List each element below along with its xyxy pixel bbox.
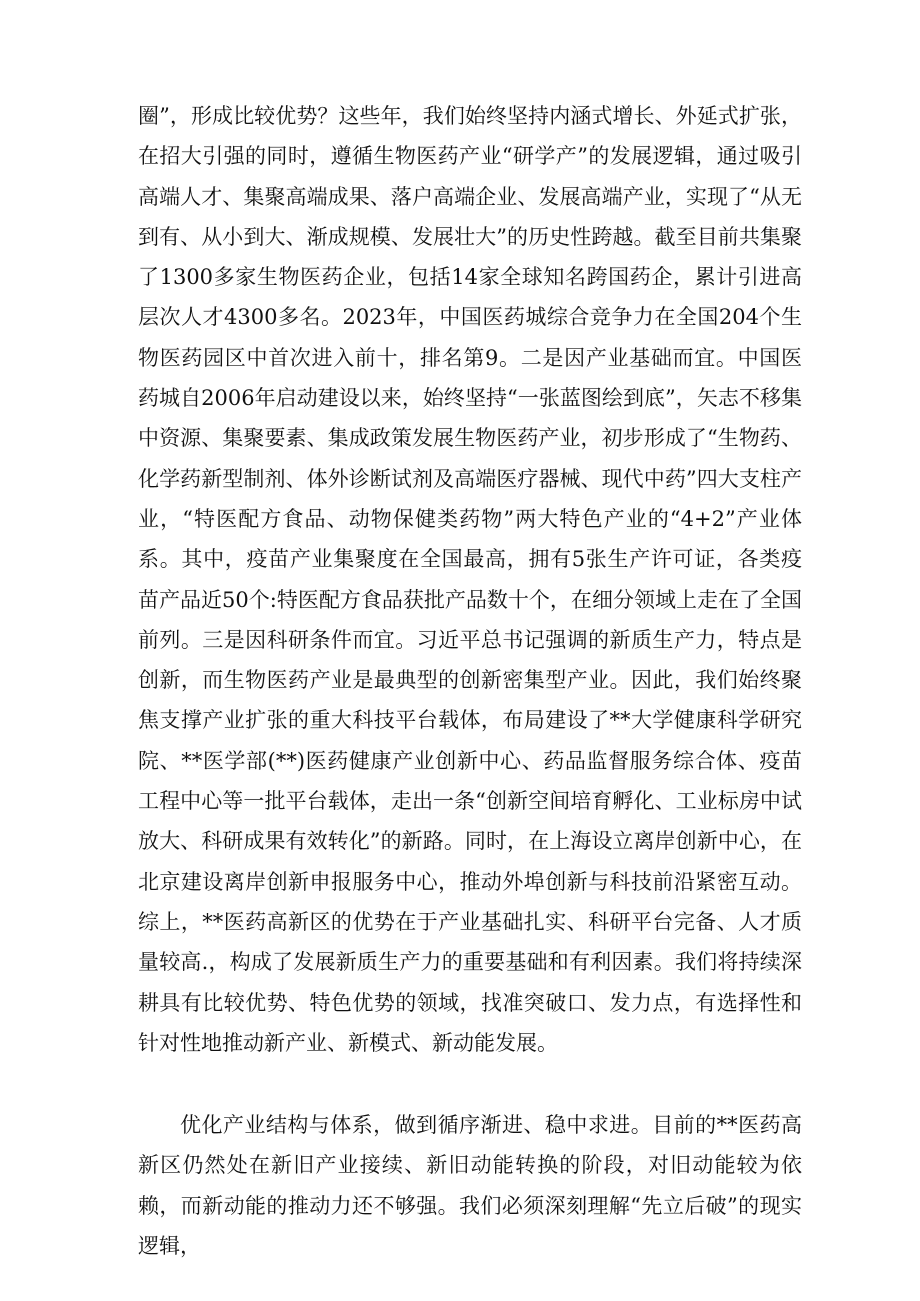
body-paragraph-2: 优化产业结构与体系，做到循序渐进、稳中求进。目前的**医药高新区仍然处在新旧产业接续、新旧动能转换的阶段，对旧动能较为依赖，而新动能的推动力还不够强。我们必须深刻理解“先立后破”的现实逻辑， [138,1113,802,1258]
body-paragraph-1: 圈”，形成比较优势？这些年，我们始终坚持内涵式增长、外延式扩张，在招大引强的同时，遵循生物医药产业“研学产”的发展逻辑，通过吸引高端人才、集聚高端成果、落户高端企业、发展高端产业，实现了“从无到有、从小到大、渐成规模、发展壮大”的历史性跨越。截至目前共集聚了1300多家生物医药企业，包括14家全球知名跨国药企，累计引进高层次人才4300多名。2023年，中国医药城综合竞争力在全国204个生物医药园区中首次进入前十，排名第9。二是因产业基础而宜。中国医药城自2006年启动建设以来，始终坚持“一张蓝图绘到底”，矢志不移集中资源、集聚要素、集成政策发展生物医药产业，初步形成了“生物药、化学药新型制剂、体外诊断试剂及高端医疗器械、现代中药”四大支柱产业，“特医配方食品、动物保健类药物”两大特色产业的“4+2”产业体系。其中，疫苗产业集聚度在全国最高，拥有5张生产许可证，各类疫苗产品近50个:特医配方食品获批产品数十个，在细分领域上走在了全国前列。三是因科研条件而宜。习近平总书记强调的新质生产力，特点是创新，而生物医药产业是最典型的创新密集型产业。因此，我们始终聚焦支撑产业扩张的重大科技平台载体，布局建设了**大学健康科学研究院、**医学部(**)医药健康产业创新中心、药品监督服务综合体、疫苗工程中心等一批平台载体，走出一条“创新空间培育孵化、工业标房中试放大、科研成果有效转化”的新路。同时，在上海设立离岸创新中心，在北京建设离岸创新申报服务中心，推动外埠创新与科技前沿紧密互动。综上，**医药高新区的优势在于产业基础扎实、科研平台完备、人才质量较高.，构成了发展新质生产力的重要基础和有利因素。我们将持续深耕具有比较优势、特色优势的领域，找准突破口、发力点，有选择性和针对性地推动新产业、新模式、新动能发展。 [138,104,802,1055]
